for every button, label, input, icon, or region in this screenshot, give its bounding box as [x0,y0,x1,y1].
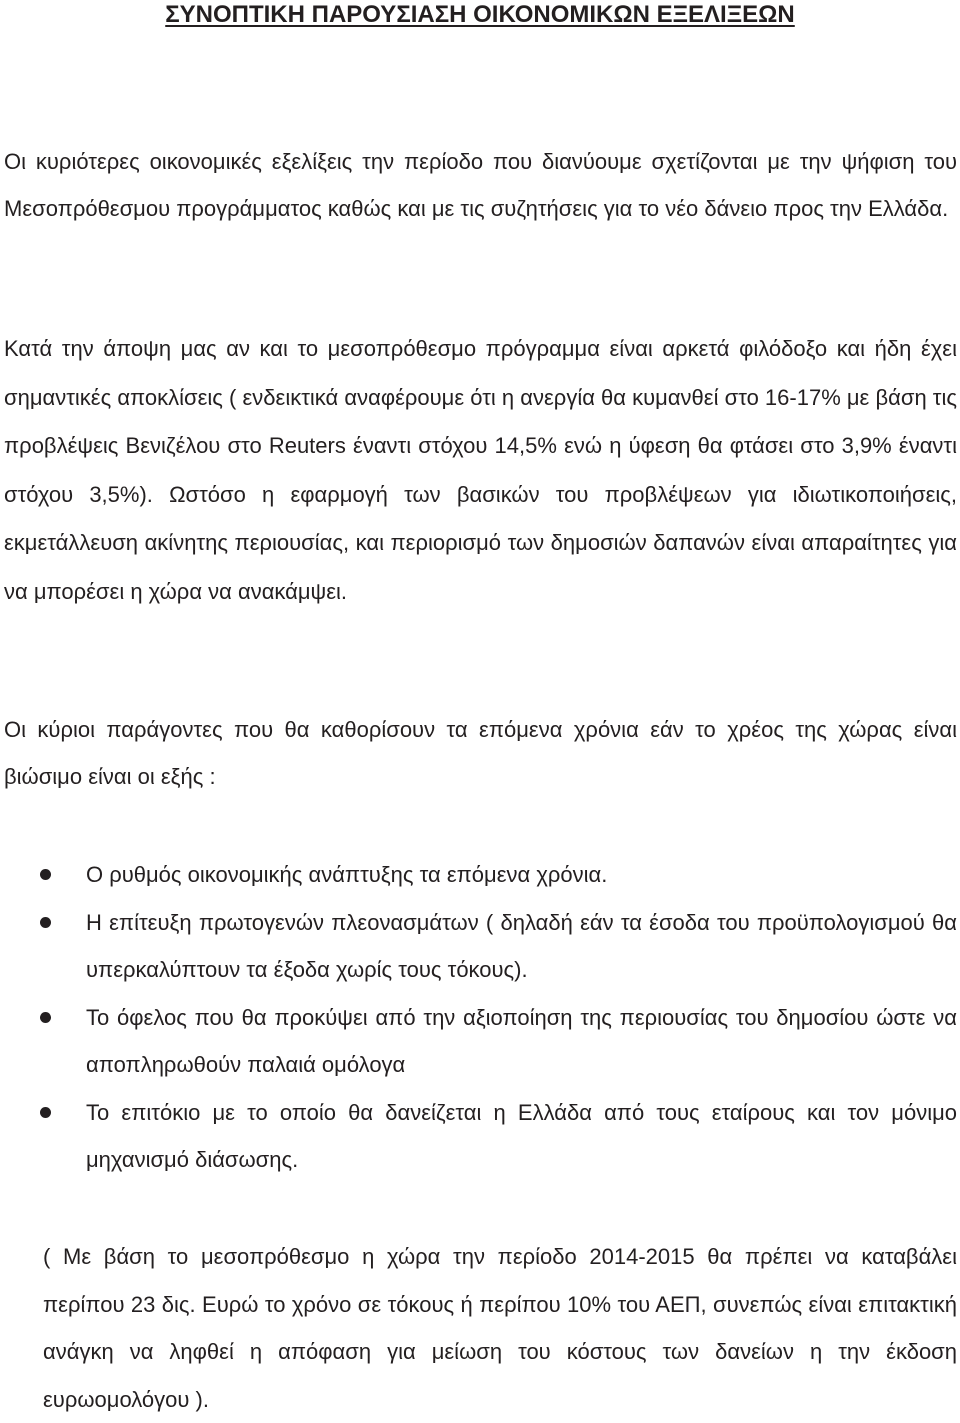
list-item [0,994,960,1089]
assessment-paragraph: Κατά την άποψη μας αν και το μεσοπρόθεσμο πρόγραμμα είναι αρκετά φιλόδοξο και ήδη έχει σημαντικές αποκλίσεις ( ενδεικτικά αναφέρουμε ότι η ανεργία θα κυμανθεί στο 16-17% με βάση τις προβλέψεις Βενιζέλου στο Reuters έναντι στόχου 14,5% ενώ η ύφεση θα φτάσει στο 3,9% έναντι στόχου 3,5%). Ωστόσο η εφαρμογή των βασικών του προβλέψεων για ιδιωτικοποιήσεις, εκμετάλλευση ακίνητης περιουσίας, και περιορισμό των δημοσιών δαπανών είναι απαραίτητες για να μπορέσει η χώρα να ανακάμψει. [4,336,957,604]
bullet-dot-icon [40,917,51,928]
bullet-dot-icon [40,869,51,880]
intro-paragraph: Οι κυριότερες οικονομικές εξελίξεις την περίοδο που διανύουμε σχετίζονται με την ψήφιση του Μεσοπρόθεσμου προγράμματος καθώς και με τις συζητήσεις για το νέο δάνειο προς την Ελλάδα. [4,149,957,221]
factors-intro-paragraph: Οι κύριοι παράγοντες που θα καθορίσουν τα επόμενα χρόνια εάν το χρέος της χώρας είναι βιώσιμο είναι οι εξής : [4,717,957,789]
list-item-text: Η επίτευξη πρωτογενών πλεονασμάτων ( δηλαδή εάν τα έσοδα του προϋπολογισμού θα υπερκαλύπτουν τα έξοδα χωρίς τους τόκους). [86,909,957,982]
list-item-text: Το επιτόκιο με το οποίο θα δανείζεται η Ελλάδα από τους εταίρους και τον μόνιμο μηχανισμό διάσωσης. [86,1099,957,1172]
bullet-dot-icon [40,1012,51,1023]
document-title: ΣΥΝΟΠΤΙΚΗ ΠΑΡΟΥΣΙΑΣΗ ΟΙΚΟΝΟΜΙΚΩΝ ΕΞΕΛΙΞΕΩΝ [165,1,795,28]
list-item [0,899,960,994]
list-item [0,1089,960,1184]
factors-list [0,851,960,1184]
note-paragraph: ( Με βάση το μεσοπρόθεσμο η χώρα την περίοδο 2014-2015 θα πρέπει να καταβάλει περίπου 23 δις. Ευρώ το χρόνο σε τόκους ή περίπου 10% του ΑΕΠ, συνεπώς είναι επιτακτική ανάγκη να ληφθεί η απόφαση για μείωση του κόστους των δανείων η την έκδοση ευρωομολόγου ). [43,1244,957,1412]
bullet-dot-icon [40,1107,51,1118]
list-item-text: Ο ρυθμός οικονομικής ανάπτυξης τα επόμενα χρόνια. [86,862,608,887]
list-item-text: Το όφελος που θα προκύψει από την αξιοποίηση της περιουσίας του δημοσίου ώστε να αποπληρωθούν παλαιά ομόλογα [86,1004,957,1077]
list-item [0,851,960,899]
